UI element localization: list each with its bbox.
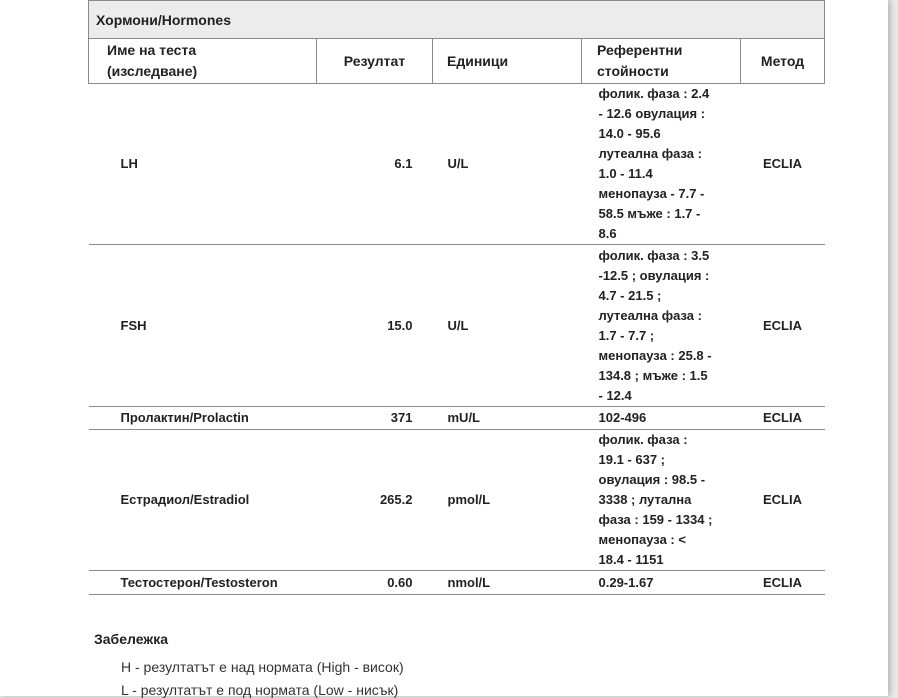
- reference-line: 18.4 - 1151: [598, 552, 664, 567]
- test-name: Пролактин/Prolactin: [89, 407, 317, 430]
- reference-line: 8.6: [598, 226, 617, 241]
- header-reference-line2: стойности: [597, 63, 669, 79]
- reference-line: овулация : 98.5 -: [598, 472, 706, 487]
- reference-line: 1.7 - 7.7 ;: [598, 327, 655, 343]
- test-result: 6.1: [317, 84, 433, 245]
- note-line-high: H - резултатът е над нормата (High - висок): [121, 659, 404, 675]
- section-title-row: [89, 1, 825, 39]
- test-method: ECLIA: [741, 407, 825, 430]
- test-unit: nmol/L: [433, 571, 582, 595]
- header-reference-line1: Референтни: [597, 42, 683, 58]
- reference-line: -12.5 ; овулация :: [598, 267, 710, 283]
- header-test-name-line2: (изследване): [107, 63, 198, 79]
- test-name: FSH: [89, 245, 317, 407]
- test-reference-values: [582, 571, 741, 595]
- reference-line: - 12.6 овулация :: [598, 106, 706, 121]
- reference-line: 102-496: [598, 410, 647, 425]
- table-row: [89, 407, 825, 430]
- table-row: [89, 430, 825, 571]
- header-result: Резултат: [317, 39, 433, 84]
- table-row: [89, 571, 825, 595]
- header-method: Метод: [741, 39, 825, 84]
- reference-line: менопауза : <: [598, 532, 686, 547]
- test-method: ECLIA: [741, 571, 825, 595]
- test-unit: mU/L: [433, 407, 582, 430]
- note-title: Забележка: [94, 631, 169, 647]
- reference-line: 58.5 мъже : 1.7 -: [598, 206, 701, 221]
- column-header-row: [89, 39, 825, 84]
- test-result: 15.0: [317, 245, 433, 407]
- reference-line: фолик. фаза : 3.5: [598, 247, 710, 263]
- section-title: Хормони/Hormones: [89, 1, 825, 39]
- reference-line: 0.29-1.67: [598, 574, 654, 590]
- reference-line: лутеална фаза :: [598, 307, 702, 323]
- reference-line: лутеална фаза :: [598, 146, 702, 161]
- test-method: ECLIA: [741, 430, 825, 571]
- table-row: [89, 84, 825, 245]
- table-row: [89, 245, 825, 407]
- test-unit: pmol/L: [433, 430, 582, 571]
- test-reference-values: [582, 84, 741, 245]
- test-method: ECLIA: [741, 84, 825, 245]
- reference-line: фолик. фаза :: [598, 432, 688, 447]
- header-reference: [582, 39, 741, 84]
- reference-line: фаза : 159 - 1334 ;: [598, 512, 713, 527]
- header-units: Единици: [433, 39, 582, 84]
- test-name: LH: [89, 84, 317, 245]
- test-reference-values: [582, 430, 741, 571]
- test-result: 0.60: [317, 571, 433, 595]
- reference-line: менопауза - 7.7 -: [598, 186, 705, 201]
- reference-line: менопауза : 25.8 -: [598, 347, 712, 363]
- reference-line: фолик. фаза : 2.4: [598, 86, 710, 101]
- test-name: Естрадиол/Estradiol: [89, 430, 317, 571]
- test-name: Тестостерон/Testosteron: [89, 571, 317, 595]
- reference-line: - 12.4: [598, 387, 632, 403]
- test-reference-values: [582, 245, 741, 407]
- hormones-table-wrap: [88, 0, 824, 595]
- reference-line: 3338 ; лутална: [598, 492, 692, 507]
- reference-line: 4.7 - 21.5 ;: [598, 287, 662, 303]
- test-result: 265.2: [317, 430, 433, 571]
- test-reference-values: [582, 407, 741, 430]
- reference-line: 1.0 - 11.4: [598, 166, 653, 181]
- note-line-low: L - резултатът е под нормата (Low - нисък): [121, 682, 399, 698]
- header-test-name-line1: Име на теста: [107, 42, 197, 58]
- test-result: 371: [317, 407, 433, 430]
- reference-line: 134.8 ; мъже : 1.5: [598, 367, 708, 383]
- header-test-name: [89, 39, 317, 84]
- reference-line: 19.1 - 637 ;: [598, 452, 665, 467]
- hormones-table: [88, 0, 825, 595]
- test-unit: U/L: [433, 245, 582, 407]
- test-method: ECLIA: [741, 245, 825, 407]
- reference-line: 14.0 - 95.6: [598, 126, 661, 141]
- test-unit: U/L: [433, 84, 582, 245]
